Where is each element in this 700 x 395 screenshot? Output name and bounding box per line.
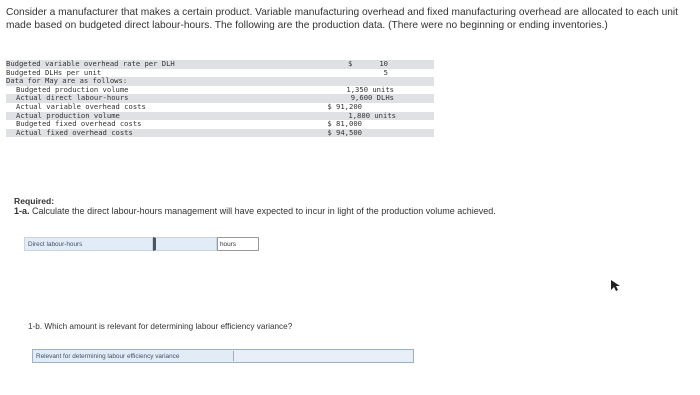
row-value: 9,600 DLHs [350, 93, 394, 103]
required-title: Required: [14, 196, 55, 206]
row-label: Budgeted DLHs per unit [6, 67, 102, 77]
dollar-sign: $ [348, 59, 353, 68]
row-label: Data for May are as follows: [6, 76, 128, 86]
mouse-pointer-icon [611, 280, 621, 292]
row-label: Actual fixed overhead costs [16, 127, 133, 137]
question-number: 1-a. [14, 206, 30, 216]
row-label: Actual production volume [16, 110, 120, 120]
row-value: 10 [379, 59, 388, 68]
problem-intro: Consider a manufacturer that makes a certain product. Variable manufacturing overhead and fixed manufacturing overhead are allocated to each unit made based on budgeted direct labour-hours. The following are the production data. (There were no beginning or ending inventories.) [6, 7, 679, 31]
row-value: 1,350 units [346, 84, 394, 94]
row-label: Budgeted production volume [16, 84, 129, 94]
question-1a [14, 206, 496, 216]
answer-row-1a [24, 237, 259, 251]
row-value: 1,800 units [348, 110, 396, 120]
direct-labour-hours-input[interactable] [153, 237, 217, 251]
table-row [6, 129, 434, 138]
unit-label: hours [217, 237, 259, 251]
answer-label: Direct labour-hours [24, 237, 153, 251]
row-value: $ 91,200 [327, 101, 362, 111]
row-label: Actual variable overhead costs [16, 101, 146, 111]
row-label: Actual direct labour-hours [16, 93, 129, 103]
row-value: $ 94,500 [327, 127, 362, 137]
relevant-amount-input[interactable] [233, 351, 412, 361]
row-label: Budgeted variable overhead rate per DLH [6, 59, 175, 68]
production-data-table [6, 60, 434, 137]
answer-row-1b [32, 349, 414, 363]
required-heading [14, 196, 54, 206]
row-value: 5 [383, 67, 388, 77]
question-text: Calculate the direct labour-hours management will have expected to incur in light of the production volume achieved. [32, 206, 496, 216]
answer-label: Relevant for determining labour efficiency variance [36, 353, 180, 360]
question-1b: 1-b. Which amount is relevant for determining labour efficiency variance? [28, 322, 293, 331]
row-value: $ 81,000 [327, 119, 362, 129]
row-label: Budgeted fixed overhead costs [16, 119, 142, 129]
